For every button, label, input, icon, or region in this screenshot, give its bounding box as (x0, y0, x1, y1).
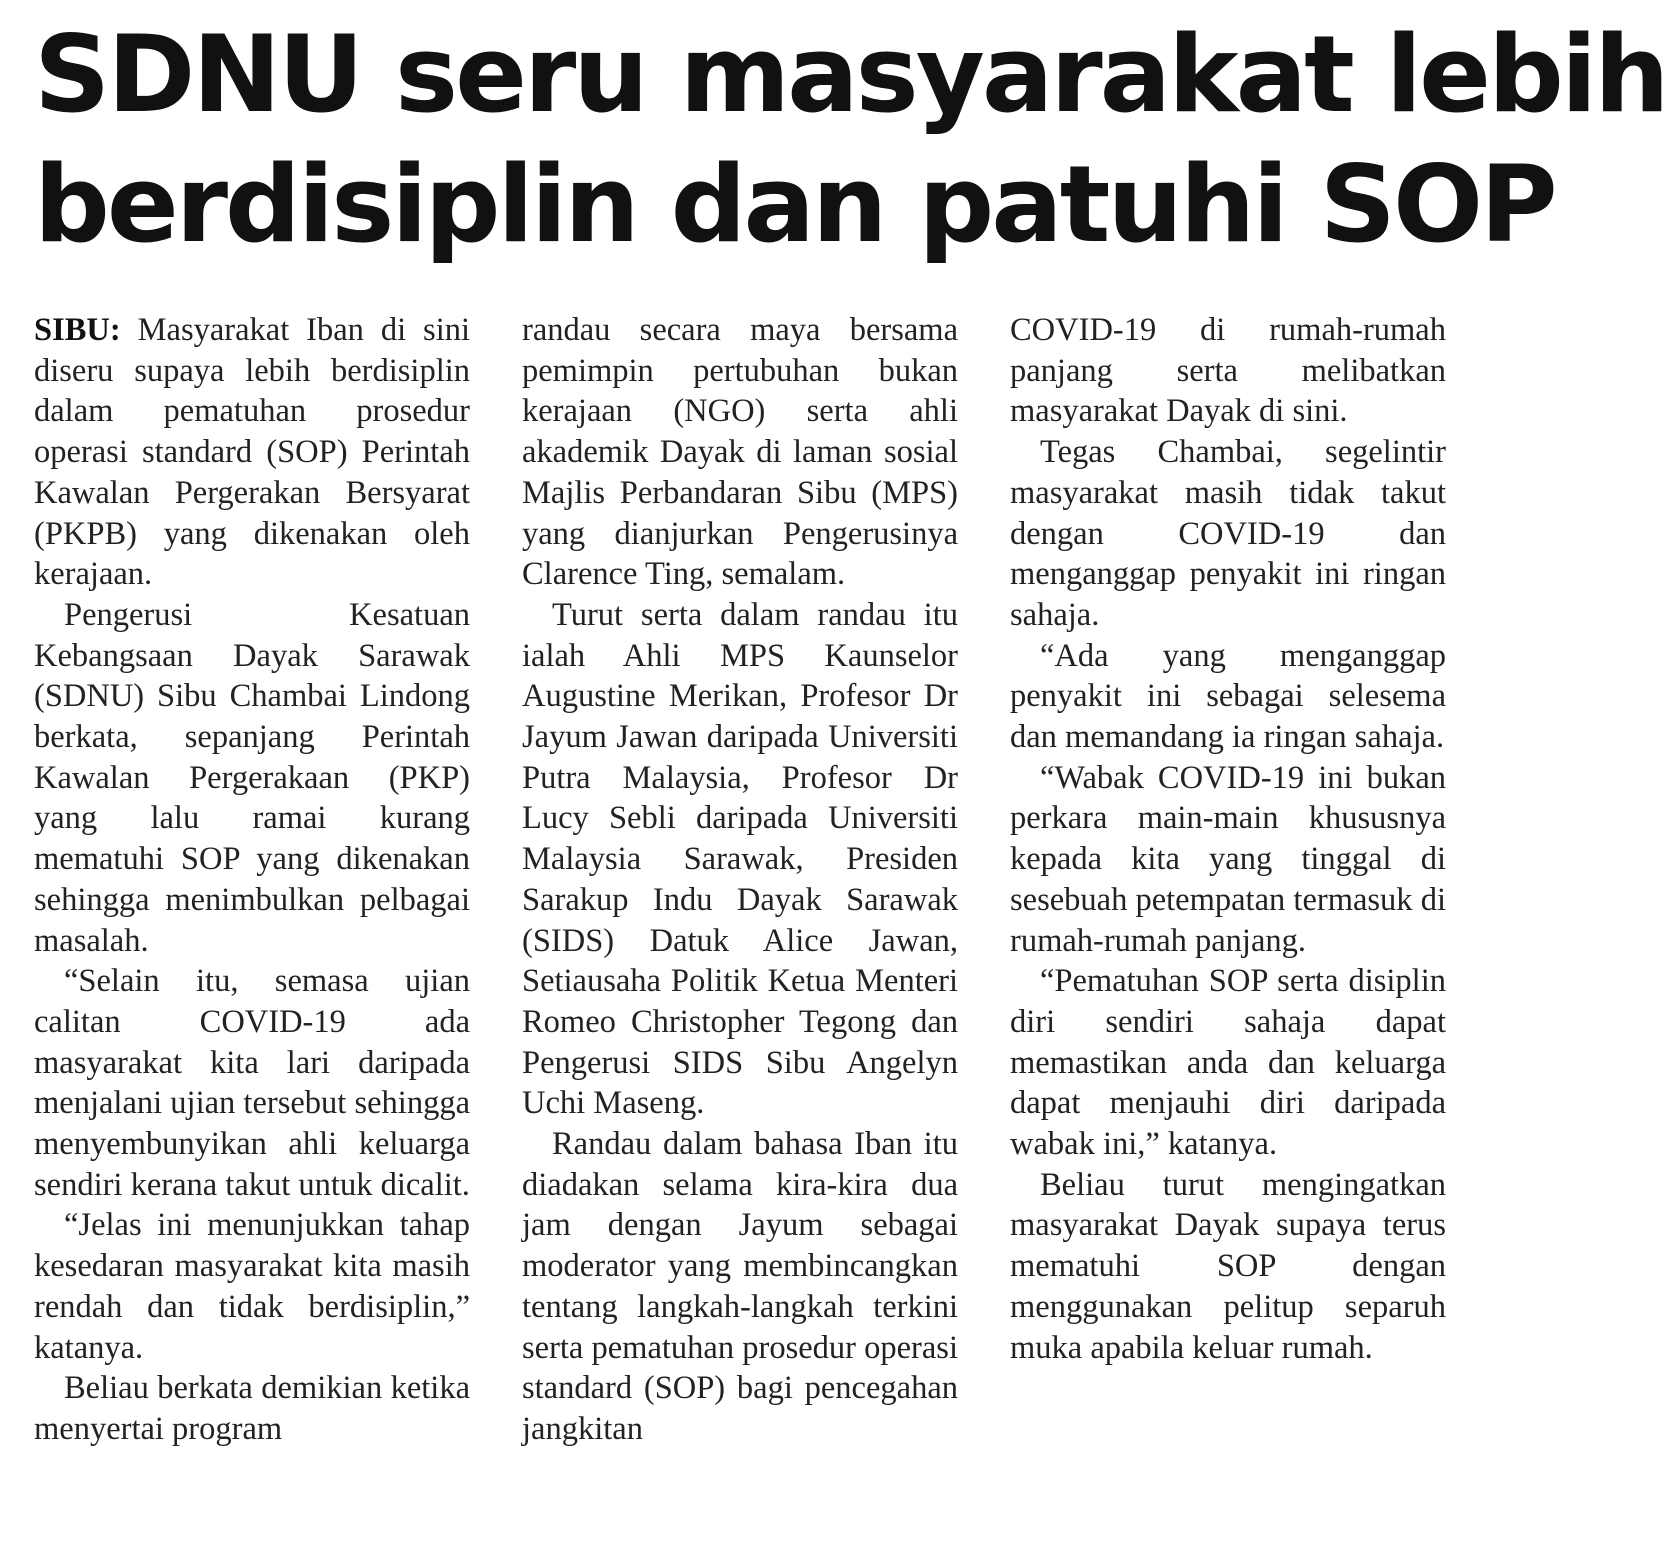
article-paragraph: Tegas Chambai, segelintir masyarakat masih tidak takut dengan COVID-19 dan menganggap penyakit ini ringan sahaja. (1010, 434, 1446, 633)
article-paragraph: COVID-19 di rumah-rumah panjang serta melibatkan masyarakat Dayak di sini. (1010, 312, 1446, 430)
article-paragraph: Turut serta dalam randau itu ialah Ahli MPS Kaunselor Augustine Merikan, Profesor Dr Jayum Jawan daripada Universiti Putra Malaysia, Profesor Dr Lucy Sebli daripada Universiti Malaysia Sarawak, Presiden Sarakup Indu Dayak Sarawak (SIDS) Datuk Alice Jawan, Setiausaha Politik Ketua Menteri Romeo Christopher Tegong dan Pengerusi SIDS Sibu Angelyn Uchi Maseng. (522, 596, 958, 1122)
article-column-1 (34, 310, 470, 1550)
article-paragraph: Pengerusi Kesatuan Kebangsaan Dayak Sarawak (SDNU) Sibu Chambai Lindong berkata, sepanjang Perintah Kawalan Pergerakaan (PKP) yang lalu ramai kurang mematuhi SOP yang dikenakan sehingga menimbulkan pelbagai masalah. (34, 596, 470, 959)
article-paragraph: “Ada yang menganggap penyakit ini sebagai selesema dan memandang ia ringan sahaja. (1010, 637, 1446, 756)
article-paragraph: Randau dalam bahasa Iban itu diadakan selama kira-kira dua jam dengan Jayum sebagai moderator yang membincangkan tentang langkah-langkah terkini serta pematuhan prosedur operasi standard (SOP) bagi pencegahan jangkitan (522, 1126, 958, 1447)
article-paragraph: “Selain itu, semasa ujian calitan COVID-19 ada masyarakat kita lari daripada menjalani ujian tersebut sehingga menyembunyikan ahli keluarga sendiri kerana takut untuk dicalit. (34, 963, 470, 1203)
paragraph-text: Masyarakat Iban di sini diseru supaya lebih berdisiplin dalam pematuhan prosedur operasi standard (SOP) Perintah Kawalan Pergerakan Bersyarat (PKPB) yang dikenakan oleh kerajaan. (34, 312, 470, 593)
article-paragraph: Beliau turut mengingatkan masyarakat Dayak supaya terus mematuhi SOP dengan menggunakan pelitup separuh muka apabila keluar rumah. (1010, 1166, 1446, 1366)
article-paragraph (34, 310, 470, 595)
headline (34, 10, 1667, 270)
article-paragraph: Beliau berkata demikian ketika menyertai program (34, 1370, 470, 1447)
article-column-3 (1010, 310, 1446, 1550)
headline-line-1: SDNU seru masyarakat lebih (34, 13, 1667, 136)
article-paragraph: “Pematuhan SOP serta disiplin diri sendiri sahaja dapat memastikan anda dan keluarga dapat menjauhi diri daripada wabak ini,” katanya. (1010, 963, 1446, 1163)
article-paragraph: “Wabak COVID-19 ini bukan perkara main-main khususnya kepada kita yang tinggal di sesebuah petempatan termasuk di rumah-rumah panjang. (1010, 759, 1446, 959)
headline-line-2: berdisiplin dan patuhi SOP (34, 143, 1555, 266)
article-paragraph: “Jelas ini menunjukkan tahap kesedaran masyarakat kita masih rendah dan tidak berdisiplin,” katanya. (34, 1207, 470, 1366)
article-column-2 (522, 310, 958, 1550)
article-body (34, 310, 1446, 1550)
dateline: SIBU: (34, 312, 121, 348)
article-paragraph: randau secara maya bersama pemimpin pertubuhan bukan kerajaan (NGO) serta ahli akademik Dayak di laman sosial Majlis Perbandaran Sibu (MPS) yang dianjurkan Pengerusinya Clarence Ting, semalam. (522, 312, 958, 593)
